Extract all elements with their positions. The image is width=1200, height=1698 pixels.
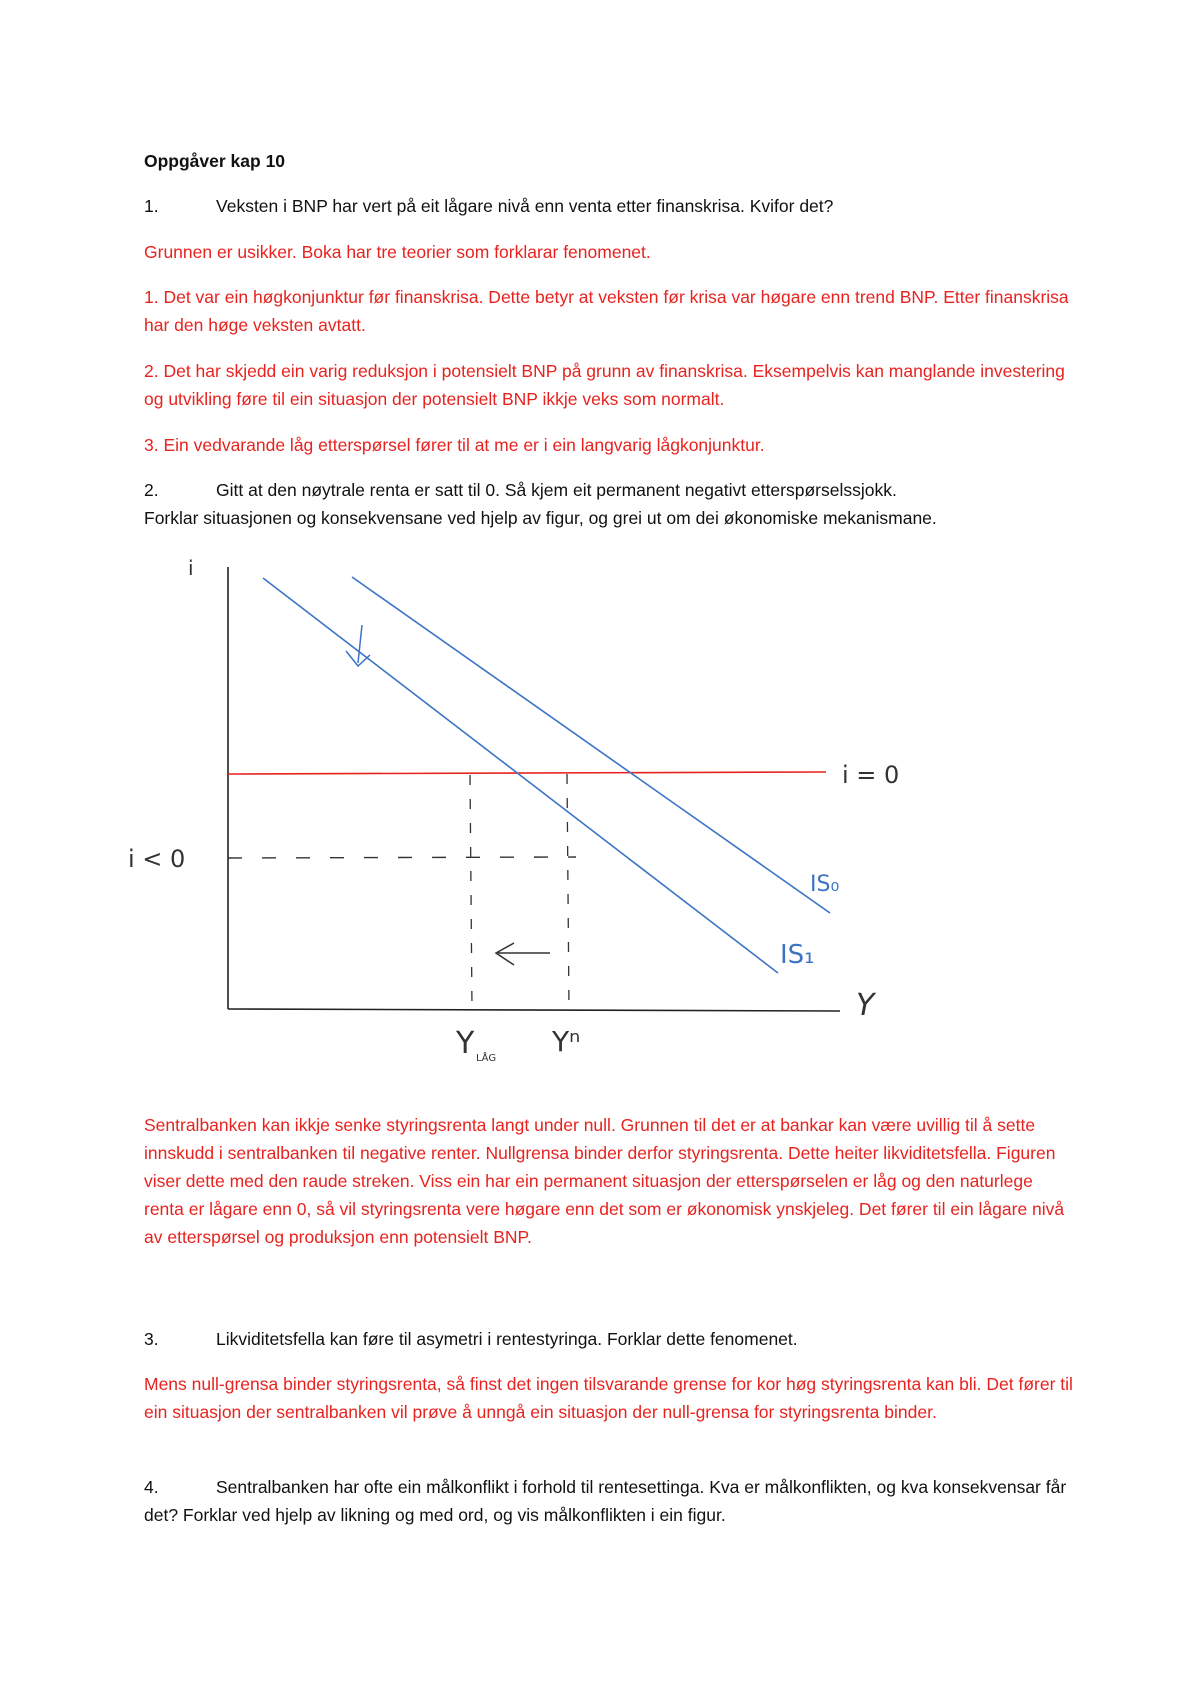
question-text-line-2: Forklar situasjonen og konsekvensane ved hjelp av figur, og grei ut om dei økonomiske mekanismane.: [144, 508, 937, 528]
question-text-line-1: Gitt at den nøytrale renta er satt til 0. Så kjem eit permanent negativt etterspørselssjokk.: [216, 480, 897, 500]
answer-1-theory-2: 2. Det har skjedd ein varig reduksjon i potensielt BNP på grunn av finanskrisa. Eksempelvis kan manglande investering og utvikling føre til ein situasjon der potensielt BNP ikkje veks som normalt.: [144, 361, 1065, 409]
question-number: 4.: [144, 1477, 159, 1497]
answer-1-theory-3: 3. Ein vedvarande låg etterspørsel fører til at me er i ein langvarig lågkonjunktur.: [144, 435, 765, 455]
negative-rate-label: i < 0: [128, 845, 186, 873]
question-number: 1.: [144, 196, 159, 216]
is0-curve: [352, 577, 830, 913]
y-axis-label: i: [188, 556, 194, 580]
x-axis-label: Y: [856, 988, 875, 1023]
y-low-guide: [470, 775, 472, 1009]
y-low-label: Y: [456, 1026, 475, 1061]
is1-label: IS₁: [780, 940, 815, 970]
y-natural-guide: [567, 774, 569, 1009]
question-text: Likviditetsfella kan føre til asymetri i rentestyringa. Forklar dette fenomenet.: [216, 1329, 798, 1349]
question-4: [144, 1473, 1074, 1529]
question-1: [144, 192, 1074, 220]
question-text: Sentralbanken har ofte ein målkonflikt i forhold til rentesettinga. Kva er målkonflikten, og kva konsekvensar får det? Forklar ved hjelp av likning og med ord, og vis målkonflikten i ein figur.: [144, 1477, 1067, 1525]
zero-rate-label: i = 0: [842, 761, 900, 789]
question-3: [144, 1325, 1074, 1353]
answer-1-theory-1: 1. Det var ein høgkonjunktur før finanskrisa. Dette betyr at veksten før krisa var høgare enn trend BNP. Etter finanskrisa har den høge veksten avtatt.: [144, 287, 1069, 335]
question-text: Veksten i BNP har vert på eit lågare nivå enn venta etter finanskrisa. Kvifor det?: [216, 196, 834, 216]
answer-3: Mens null-grensa binder styringsrenta, så finst det ingen tilsvarande grense for kor høg styringsrenta kan bli. Det fører til ein situasjon der sentralbanken vil prøve å unngå ein situasjon der null-grensa for styringsrenta binder.: [144, 1374, 1073, 1422]
x-axis: [228, 1009, 840, 1011]
zero-bound-line: [228, 772, 826, 774]
shift-down-arrow-icon: [346, 625, 370, 666]
page-title: Oppgåver kap 10: [144, 151, 286, 171]
shift-left-arrow-icon: [496, 943, 550, 965]
y-natural-label: Yⁿ: [552, 1025, 581, 1058]
y-low-subscript: LÅG: [476, 1053, 497, 1064]
answer-2: Sentralbanken kan ikkje senke styringsrenta langt under null. Grunnen til det er at bankar kan være uvillig til å sette innskudd i sentralbanken til negative renter. Nullgrensa binder derfor styringsrenta. Dette heiter likviditetsfella. Figuren viser dette med den raude streken. Viss ein har ein permanent situasjon der etterspørselen er låg og den naturlege renta er lågare enn 0, så vil styringsrenta vere høgare enn det som er økonomisk ynskjeleg. Det fører til ein lågare nivå av etterspørsel og produksjon enn potensielt BNP.: [144, 1115, 1065, 1247]
is0-label: IS₀: [810, 872, 840, 897]
question-number: 3.: [144, 1329, 159, 1349]
negative-rate-line: [228, 857, 576, 858]
is1-curve: [263, 578, 778, 973]
question-number: 2.: [144, 480, 159, 500]
answer-1-intro: Grunnen er usikker. Boka har tre teorier som forklarar fenomenet.: [144, 242, 651, 262]
question-2: [144, 476, 1074, 532]
is-diagram: [120, 545, 940, 1075]
